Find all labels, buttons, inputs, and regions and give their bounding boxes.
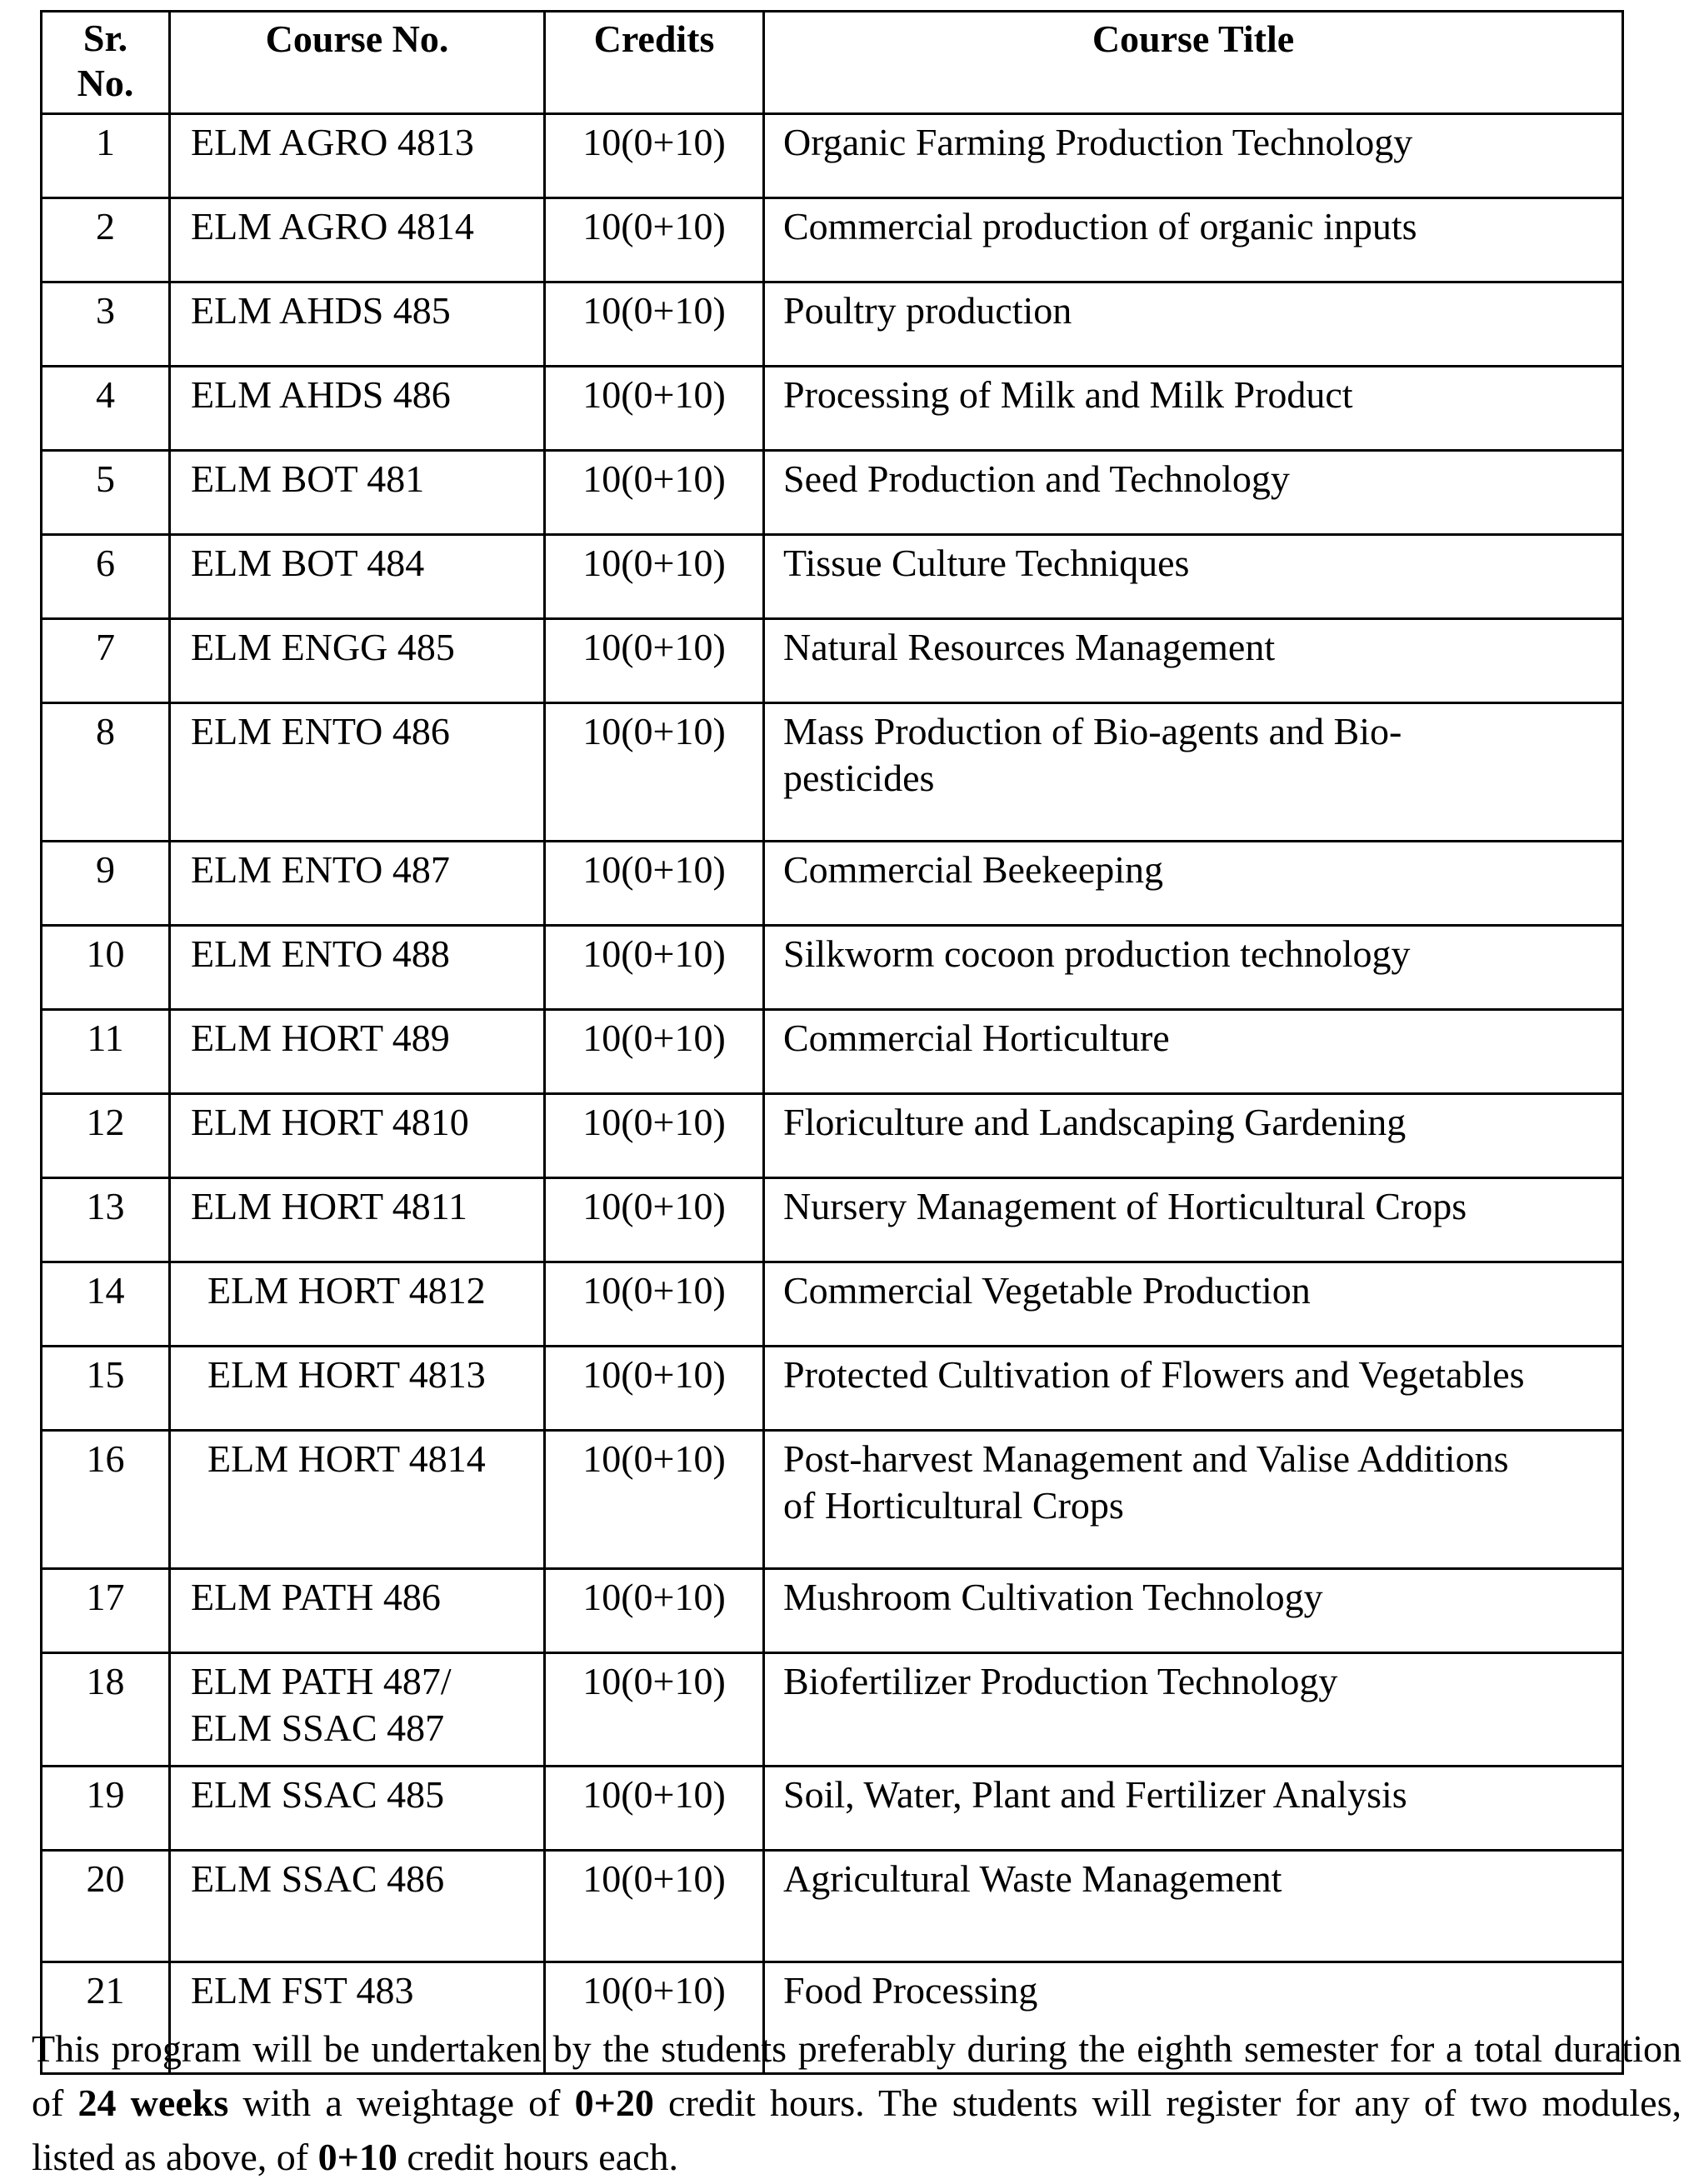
- course-no-line: ELM PATH 487/: [191, 1660, 452, 1702]
- course-no-line: ELM ENTO 488: [191, 932, 450, 975]
- course-title-line: Protected Cultivation of Flowers and Vegetables: [783, 1353, 1525, 1396]
- cell-course-no: [170, 451, 545, 535]
- cell-credits: 10(0+10): [545, 926, 764, 1010]
- cell-credits: 10(0+10): [545, 1851, 764, 1962]
- course-title-line: Commercial production of organic inputs: [783, 205, 1417, 247]
- header-course-title: Course Title: [764, 12, 1623, 114]
- cell-course-no: [170, 1569, 545, 1653]
- cell-course-title: [764, 1094, 1623, 1178]
- cell-course-no: [170, 1767, 545, 1851]
- cell-course-title: [764, 1262, 1623, 1347]
- cell-sr-no: 19: [42, 1767, 170, 1851]
- course-no-line: ELM AHDS 485: [191, 289, 451, 332]
- cell-sr-no: 9: [42, 842, 170, 926]
- table-row: [42, 926, 1623, 1010]
- table-row: [42, 282, 1623, 367]
- table-row: [42, 842, 1623, 926]
- table-row: [42, 367, 1623, 451]
- cell-course-no: [170, 535, 545, 619]
- cell-course-title: [764, 1178, 1623, 1262]
- table-row: [42, 1767, 1623, 1851]
- cell-sr-no: 7: [42, 619, 170, 703]
- course-no-line: ELM AGRO 4814: [191, 205, 474, 247]
- course-no-line: ELM HORT 4810: [191, 1101, 469, 1143]
- cell-course-no: [170, 842, 545, 926]
- course-title-line: Post-harvest Management and Valise Additions: [783, 1437, 1509, 1480]
- cell-course-no: [170, 1262, 545, 1347]
- cell-credits: 10(0+10): [545, 535, 764, 619]
- cell-sr-no: 11: [42, 1010, 170, 1094]
- course-title-line: Poultry production: [783, 289, 1072, 332]
- note-text-1: This program will be undertaken by the students preferably during the eighth semester for a total duration of: [32, 2027, 1682, 2124]
- cell-course-no: [170, 1347, 545, 1431]
- header-course-no: Course No.: [170, 12, 545, 114]
- cell-credits: 10(0+10): [545, 1962, 764, 2074]
- cell-credits: 10(0+10): [545, 842, 764, 926]
- course-no-line: ELM BOT 484: [191, 542, 425, 584]
- note-bold-module-credits: 0+10: [317, 2136, 397, 2178]
- cell-credits: 10(0+10): [545, 1178, 764, 1262]
- table-row: [42, 114, 1623, 198]
- table-row: [42, 1653, 1623, 1767]
- course-title-line: Tissue Culture Techniques: [783, 542, 1190, 584]
- cell-sr-no: 20: [42, 1851, 170, 1962]
- table-row: [42, 1347, 1623, 1431]
- table-row: [42, 1569, 1623, 1653]
- header-sr-line2: No.: [77, 62, 134, 104]
- cell-course-no: [170, 1010, 545, 1094]
- course-title-line: Floriculture and Landscaping Gardening: [783, 1101, 1407, 1143]
- cell-sr-no: 10: [42, 926, 170, 1010]
- cell-credits: 10(0+10): [545, 1431, 764, 1569]
- cell-credits: 10(0+10): [545, 198, 764, 282]
- table-header-row: [42, 12, 1623, 114]
- cell-sr-no: 17: [42, 1569, 170, 1653]
- table-row: [42, 535, 1623, 619]
- cell-credits: 10(0+10): [545, 1347, 764, 1431]
- cell-course-title: [764, 367, 1623, 451]
- cell-course-no: [170, 1851, 545, 1962]
- cell-course-no: [170, 1431, 545, 1569]
- cell-course-no: [170, 367, 545, 451]
- cell-credits: 10(0+10): [545, 1767, 764, 1851]
- cell-course-no: [170, 926, 545, 1010]
- table-row: [42, 1010, 1623, 1094]
- cell-course-title: [764, 1347, 1623, 1431]
- cell-course-title: [764, 1569, 1623, 1653]
- course-title-line: Seed Production and Technology: [783, 457, 1290, 500]
- course-no-line: ELM HORT 4813: [207, 1353, 486, 1396]
- table-row: [42, 198, 1623, 282]
- cell-sr-no: 13: [42, 1178, 170, 1262]
- course-title-line: Biofertilizer Production Technology: [783, 1660, 1338, 1702]
- cell-course-no: [170, 114, 545, 198]
- cell-credits: 10(0+10): [545, 1569, 764, 1653]
- course-no-line: ELM SSAC 487: [191, 1707, 445, 1749]
- cell-course-title: [764, 842, 1623, 926]
- cell-course-title: [764, 619, 1623, 703]
- table-row: [42, 451, 1623, 535]
- course-no-line: ELM ENTO 486: [191, 710, 450, 752]
- course-title-line: Commercial Beekeeping: [783, 848, 1164, 891]
- cell-course-title: [764, 1767, 1623, 1851]
- course-no-line: ELM ENGG 485: [191, 626, 455, 668]
- course-title-line: Soil, Water, Plant and Fertilizer Analysis: [783, 1773, 1407, 1816]
- course-title-line: Processing of Milk and Milk Product: [783, 373, 1353, 416]
- course-title-line: pesticides: [783, 757, 935, 799]
- cell-credits: 10(0+10): [545, 282, 764, 367]
- cell-sr-no: 15: [42, 1347, 170, 1431]
- course-no-line: ELM ENTO 487: [191, 848, 450, 891]
- cell-sr-no: 1: [42, 114, 170, 198]
- cell-course-title: [764, 926, 1623, 1010]
- table-row: [42, 1431, 1623, 1569]
- course-title-line: Natural Resources Management: [783, 626, 1276, 668]
- course-no-line: ELM AHDS 486: [191, 373, 451, 416]
- cell-course-title: [764, 114, 1623, 198]
- cell-credits: 10(0+10): [545, 619, 764, 703]
- note-text-3: credit hours. The students will register for any of two modules, listed as above, of: [32, 2082, 1682, 2178]
- cell-credits: 10(0+10): [545, 1262, 764, 1347]
- course-title-line: Organic Farming Production Technology: [783, 121, 1413, 163]
- course-title-line: Mushroom Cultivation Technology: [783, 1576, 1323, 1618]
- course-no-line: ELM HORT 4812: [207, 1269, 486, 1312]
- note-bold-duration: 24 weeks: [77, 2082, 229, 2124]
- header-credits: Credits: [545, 12, 764, 114]
- cell-course-title: [764, 451, 1623, 535]
- note-text-4: credit hours each.: [397, 2136, 679, 2178]
- cell-sr-no: 12: [42, 1094, 170, 1178]
- cell-sr-no: 16: [42, 1431, 170, 1569]
- cell-sr-no: 5: [42, 451, 170, 535]
- cell-course-no: [170, 1178, 545, 1262]
- cell-sr-no: 21: [42, 1962, 170, 2074]
- program-note: [32, 2022, 1682, 2184]
- cell-credits: 10(0+10): [545, 1010, 764, 1094]
- course-no-line: ELM FST 483: [191, 1969, 414, 2012]
- cell-sr-no: 18: [42, 1653, 170, 1767]
- course-no-line: ELM HORT 489: [191, 1017, 450, 1059]
- course-title-line: of Horticultural Crops: [783, 1484, 1124, 1527]
- cell-course-no: [170, 282, 545, 367]
- course-title-line: Agricultural Waste Management: [783, 1857, 1282, 1900]
- course-title-line: Commercial Horticulture: [783, 1017, 1170, 1059]
- course-table: [40, 10, 1624, 2075]
- note-bold-weightage: 0+20: [574, 2082, 654, 2124]
- course-title-line: Mass Production of Bio-agents and Bio-: [783, 710, 1402, 752]
- course-no-line: ELM PATH 486: [191, 1576, 441, 1618]
- cell-course-title: [764, 1431, 1623, 1569]
- header-sr-line1: Sr.: [82, 17, 128, 59]
- header-sr-no: [42, 12, 170, 114]
- course-title-line: Nursery Management of Horticultural Crops: [783, 1185, 1467, 1227]
- cell-credits: 10(0+10): [545, 1653, 764, 1767]
- cell-sr-no: 3: [42, 282, 170, 367]
- course-title-line: Silkworm cocoon production technology: [783, 932, 1411, 975]
- cell-course-title: [764, 703, 1623, 842]
- cell-credits: 10(0+10): [545, 703, 764, 842]
- cell-sr-no: 2: [42, 198, 170, 282]
- table-row: [42, 619, 1623, 703]
- cell-course-title: [764, 535, 1623, 619]
- table-body: [42, 114, 1623, 2074]
- course-no-line: ELM HORT 4814: [207, 1437, 486, 1480]
- course-no-line: ELM AGRO 4813: [191, 121, 474, 163]
- cell-sr-no: 14: [42, 1262, 170, 1347]
- table-row: [42, 1262, 1623, 1347]
- course-no-line: ELM HORT 4811: [191, 1185, 468, 1227]
- cell-course-title: [764, 1851, 1623, 1962]
- cell-course-no: [170, 1653, 545, 1767]
- course-no-line: ELM SSAC 485: [191, 1773, 445, 1816]
- note-text-2: with a weightage of: [228, 2082, 575, 2124]
- cell-course-title: [764, 1653, 1623, 1767]
- cell-course-title: [764, 1010, 1623, 1094]
- cell-course-no: [170, 703, 545, 842]
- cell-course-no: [170, 619, 545, 703]
- cell-sr-no: 4: [42, 367, 170, 451]
- table-row: [42, 1851, 1623, 1962]
- course-no-line: ELM SSAC 486: [191, 1857, 445, 1900]
- cell-course-no: [170, 198, 545, 282]
- table-row: [42, 703, 1623, 842]
- cell-credits: 10(0+10): [545, 114, 764, 198]
- course-title-line: Commercial Vegetable Production: [783, 1269, 1311, 1312]
- cell-sr-no: 8: [42, 703, 170, 842]
- cell-credits: 10(0+10): [545, 367, 764, 451]
- course-no-line: ELM BOT 481: [191, 457, 425, 500]
- course-title-line: Food Processing: [783, 1969, 1038, 2012]
- cell-sr-no: 6: [42, 535, 170, 619]
- cell-course-title: [764, 282, 1623, 367]
- table-row: [42, 1178, 1623, 1262]
- table-row: [42, 1094, 1623, 1178]
- cell-course-no: [170, 1094, 545, 1178]
- cell-credits: 10(0+10): [545, 1094, 764, 1178]
- cell-course-title: [764, 198, 1623, 282]
- cell-credits: 10(0+10): [545, 451, 764, 535]
